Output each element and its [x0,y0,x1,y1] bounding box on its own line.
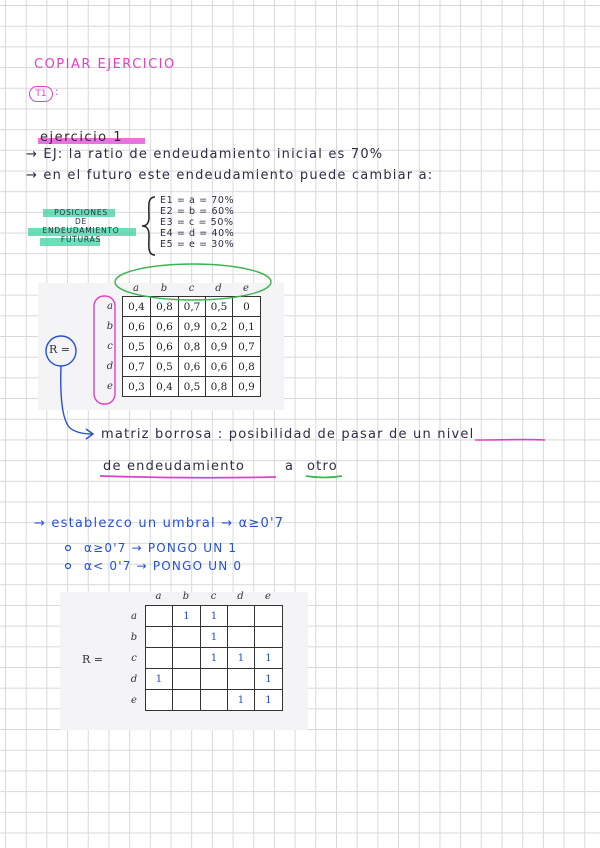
col-label: d [237,591,244,602]
side-label-line: DE [74,217,88,226]
matrix-cell: 1 [201,648,228,669]
intro-line-1: → EJ: la ratio de endeudamiento inicial es 70% [26,147,384,162]
matrix-cell [201,690,228,711]
matrix-cell: 0,8 [179,337,206,357]
future-level-item: E4 = d = 40% [160,228,235,239]
exercise-title: ejercicio 1 [38,130,145,145]
future-level-item: E3 = c = 50% [160,217,234,228]
matrix-cell: 0,9 [206,337,233,357]
matrix-cell: 0,7 [123,357,151,377]
explanation-line-1 [101,427,474,442]
row-label: e [107,381,113,392]
col-label: e [265,591,271,602]
row-label: a [131,611,137,622]
matrix-cell: 0,2 [206,317,233,337]
tag-badge: T1 [29,86,53,102]
green-underline-otro [306,476,342,478]
matrix-cell: 0,6 [151,317,179,337]
col-label: a [133,283,139,294]
threshold-line: → establezco un umbral → α≥0'7 [34,516,285,531]
matrix-cell: 0,5 [179,377,206,397]
side-label-line: ENDEUDAMIENTO [42,226,120,235]
matrix-cell: 0,5 [123,337,151,357]
binary-matrix [145,605,283,711]
matrix-cell [173,627,201,648]
matrix-cell: 1 [201,606,228,627]
matrix-cell: 0,7 [233,337,261,357]
green-circle-columns [115,264,271,300]
col-label: e [243,283,249,294]
future-level-item: E5 = e = 30% [160,239,235,250]
matrix-cell: 1 [228,690,255,711]
rule-line-2: α< 0'7 → PONGO UN 0 [84,559,243,573]
matrix-cell: 0,6 [123,317,151,337]
row-label: c [131,653,137,664]
row-label: b [106,321,114,332]
col-label: b [160,283,168,294]
matrix-cell [173,690,201,711]
matrix-cell: 0,1 [233,317,261,337]
col-label: b [182,591,190,602]
matrix-cell [146,690,173,711]
matrix-cell: 1 [255,669,283,690]
table-row [146,669,283,690]
page-heading: COPIAR EJERCICIO [34,57,176,72]
matrix-cell: 0,8 [151,297,179,317]
table-row [146,690,283,711]
matrix-cell [146,606,173,627]
blue-arrow-path [61,366,92,434]
matrix-cell [228,606,255,627]
matrix-cell: 1 [146,669,173,690]
pink-circle-rows [94,296,115,404]
matrix-cell: 0,3 [123,377,151,397]
col-label: a [155,591,162,602]
matrix-cell: 0,9 [179,317,206,337]
explanation-line-2 [103,459,245,474]
explanation-text: de endeudamiento [103,459,246,474]
pink-underline-endeudamiento [100,476,276,478]
matrix-cell: 0 [233,297,261,317]
matrix-cell: 0,6 [179,357,206,377]
matrix-cell: 0,8 [206,377,233,397]
matrix-cell: 1 [201,627,228,648]
matrix-2-label: R = [82,653,103,666]
row-label: b [130,632,138,643]
matrix-cell: 1 [255,690,283,711]
matrix-cell: 1 [228,648,255,669]
future-level-item: E2 = b = 60% [160,206,235,217]
side-label-line: POSICIONES [54,208,108,217]
row-label: d [130,674,138,685]
intro-line-2: → en el futuro este endeudamiento puede cambiar a: [26,168,434,183]
row-label: d [106,361,114,372]
matrix-cell: 0,5 [206,297,233,317]
matrix-cell [173,648,201,669]
matrix-cell [255,627,283,648]
matrix-cell: 0,9 [233,377,261,397]
table-row [146,606,283,627]
matrix-cell [201,669,228,690]
row-label: e [131,695,137,706]
matrix-cell [146,648,173,669]
matrix-cell [228,627,255,648]
matrix-cell: 0,6 [206,357,233,377]
explanation-a: a [285,459,295,474]
tag-suffix: : [55,85,59,98]
explanation-underlined: un nivel [413,427,475,442]
col-label: d [215,283,222,294]
side-label-line: FUTURAS [60,235,102,244]
explanation-text: matriz borrosa : posibilidad de pasar de [101,427,414,442]
future-level-item: E1 = a = 70% [160,195,235,206]
bullet-icon [66,546,71,551]
row-label: c [107,341,113,352]
bullet-icon [66,564,71,569]
col-label: c [210,591,217,602]
matrix-cell: 0,8 [233,357,261,377]
matrix-cell: 0,7 [179,297,206,317]
table-row [146,627,283,648]
row-label: a [107,301,113,312]
matrix-label: R = [49,343,70,356]
matrix-cell [228,669,255,690]
rule-line-1: α≥0'7 → PONGO UN 1 [84,541,238,555]
col-label: c [188,283,195,294]
explanation-otro: otro [307,459,338,474]
matrix-cell: 1 [255,648,283,669]
table-row [146,648,283,669]
matrix-cell [173,669,201,690]
matrix-cell [146,627,173,648]
matrix-cell: 0,4 [151,377,179,397]
matrix-cell [255,606,283,627]
matrix-cell: 0,4 [123,297,151,317]
matrix-cell: 1 [173,606,201,627]
matrix-cell: 0,6 [151,337,179,357]
matrix-cell: 0,5 [151,357,179,377]
